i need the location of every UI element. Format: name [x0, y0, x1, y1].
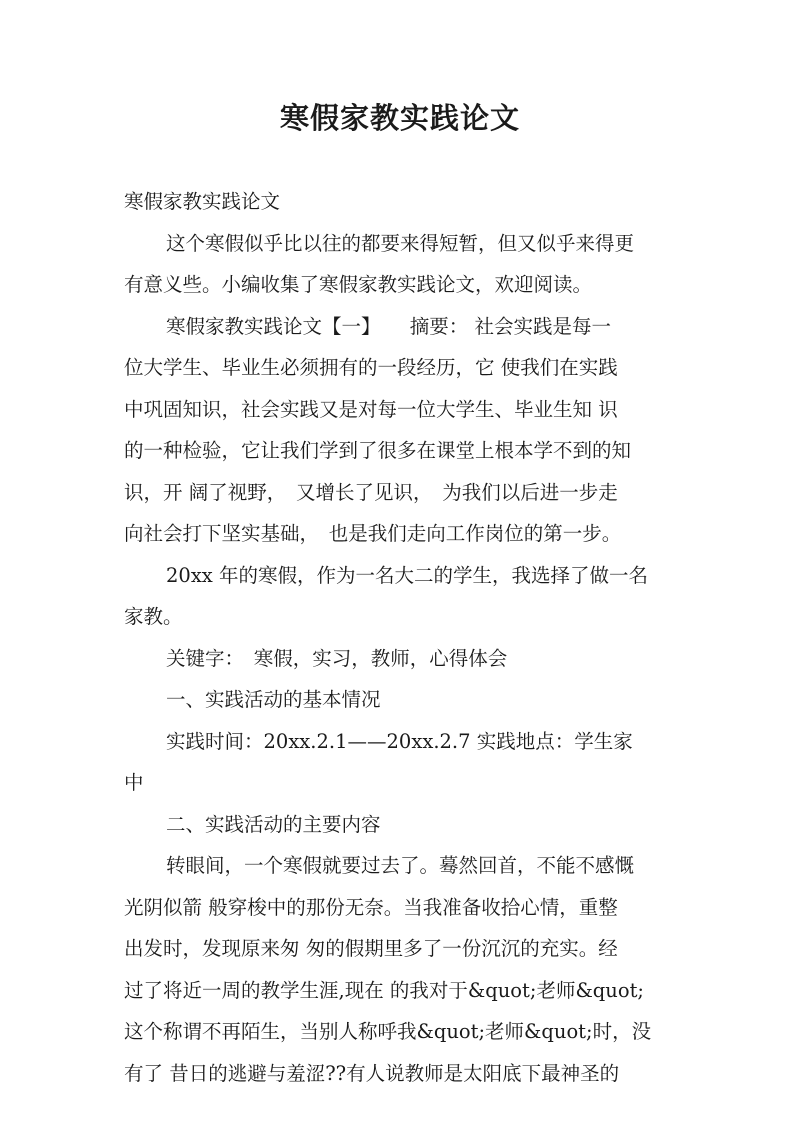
text-line: 的一种检验，它让我们学到了很多在课堂上根本学不到的知 [124, 439, 632, 462]
text-line: 转眼间，一个寒假就要过去了。蓦然回首，不能不感慨 [166, 854, 635, 877]
text-line: 20xx 年的寒假，作为一名大二的学生，我选择了做一名 [166, 563, 649, 587]
text-line: 识，开 阔了视野， 又增长了见识， 为我们以后进一步走 [124, 480, 618, 504]
text-line: 有意义些。小编收集了寒假家教实践论文，欢迎阅读。 [124, 273, 593, 296]
text-line: 中巩固知识，社会实践又是对每一位大学生、毕业生知 识 [124, 397, 618, 421]
text-line: 家教。 [124, 605, 183, 628]
text-line: 实践时间：20xx.2.1——20xx.2.7 实践地点：学生家 [166, 729, 633, 753]
text-line: 寒假家教实践论文 [124, 190, 281, 213]
text-line: 向社会打下坚实基础， 也是我们走向工作岗位的第一步。 [124, 522, 622, 545]
text-line: 寒假家教实践论文【一】 摘要： 社会实践是每一 [166, 314, 611, 338]
text-line: 出发时，发现原来匆 匆的假期里多了一份沉沉的充实。经 [124, 937, 618, 960]
text-line: 中 [124, 771, 144, 794]
document-body [124, 181, 684, 1094]
text-line: 光阴似箭 般穿梭中的那份无奈。当我准备收拾心情，重整 [124, 895, 618, 919]
text-line: 这个寒假似乎比以往的都要来得短暂，但又似乎来得更 [166, 231, 635, 255]
text-line: 过了将近一周的教学生涯,现在 的我对于&quot;老师&quot; [124, 978, 644, 1002]
text-line: 有了 昔日的逃避与羞涩??有人说教师是太阳底下最神圣的 [124, 1061, 620, 1085]
text-line: 一、实践活动的基本情况 [166, 688, 381, 711]
text-line: 二、实践活动的主要内容 [166, 812, 381, 836]
text-line: 关键字： 寒假，实习，教师，心得体会 [166, 646, 508, 670]
text-line: 位大学生、毕业生必须拥有的一段经历，它 使我们在实践 [124, 356, 618, 379]
text-line: 这个称谓不再陌生，当别人称呼我&quot;老师&quot;时，没 [124, 1020, 652, 1043]
document-title: 寒假家教实践论文 [279, 101, 520, 135]
